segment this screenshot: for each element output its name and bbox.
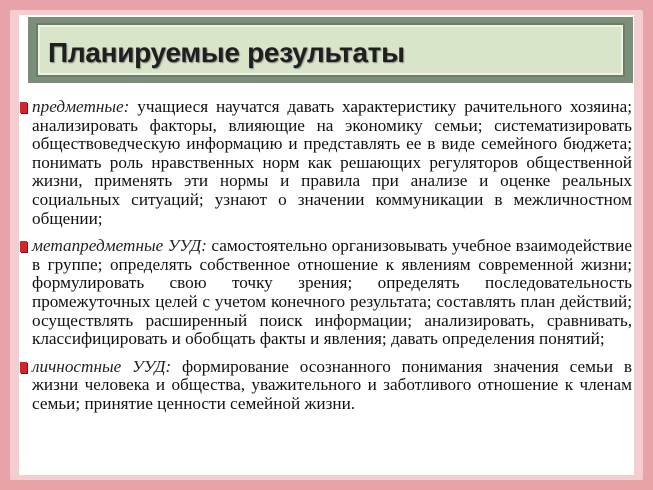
- bullet-icon: [20, 362, 27, 373]
- item-label: личностные УУД:: [32, 356, 172, 376]
- item-label: предметные:: [32, 97, 130, 116]
- bullet-icon: [20, 241, 27, 252]
- list-item-personal: [20, 358, 632, 414]
- list-item-subject: [20, 98, 632, 228]
- bullet-icon: [20, 102, 27, 113]
- title-panel: [36, 23, 625, 77]
- item-text: самостоятельно организовывать учебное взаимодействие в группе; определять собственное отношение к явлениям современной жизни; формулировать свою точку зрения; определять последовательность промежуточных целей с учетом конечного результата; составлять план действий; осуществлять расширенный поиск информации; анализировать, сравнивать, классифицировать и обобщать факты и явления; давать определения понятий;: [32, 236, 632, 349]
- item-label: метапредметные УУД:: [32, 236, 207, 256]
- item-text: учащиеся научатся давать характеристику рачительного хозяина; анализировать факторы, влияющие на экономику семьи; систематизировать обществоведческую информацию и представлять ее в виде семейного бюджета; понимать роль нравственных норм как решающих регуляторов общественной жизни, применять эти нормы и правила при анализе и оценке реальных социальных ситуаций; узнают о значении коммуникации в межличностном общении;: [32, 97, 632, 228]
- slide-title: Планируемые результаты: [48, 37, 405, 68]
- item-text: формирование осознанного понимания значения семьи в жизни человека и общества, уважительного и заботливого отношение к членам семьи; принятие ценности семейной жизни.: [32, 356, 633, 413]
- title-banner: [28, 17, 633, 83]
- content-area: [20, 98, 632, 423]
- list-item-metasubject: [20, 237, 632, 349]
